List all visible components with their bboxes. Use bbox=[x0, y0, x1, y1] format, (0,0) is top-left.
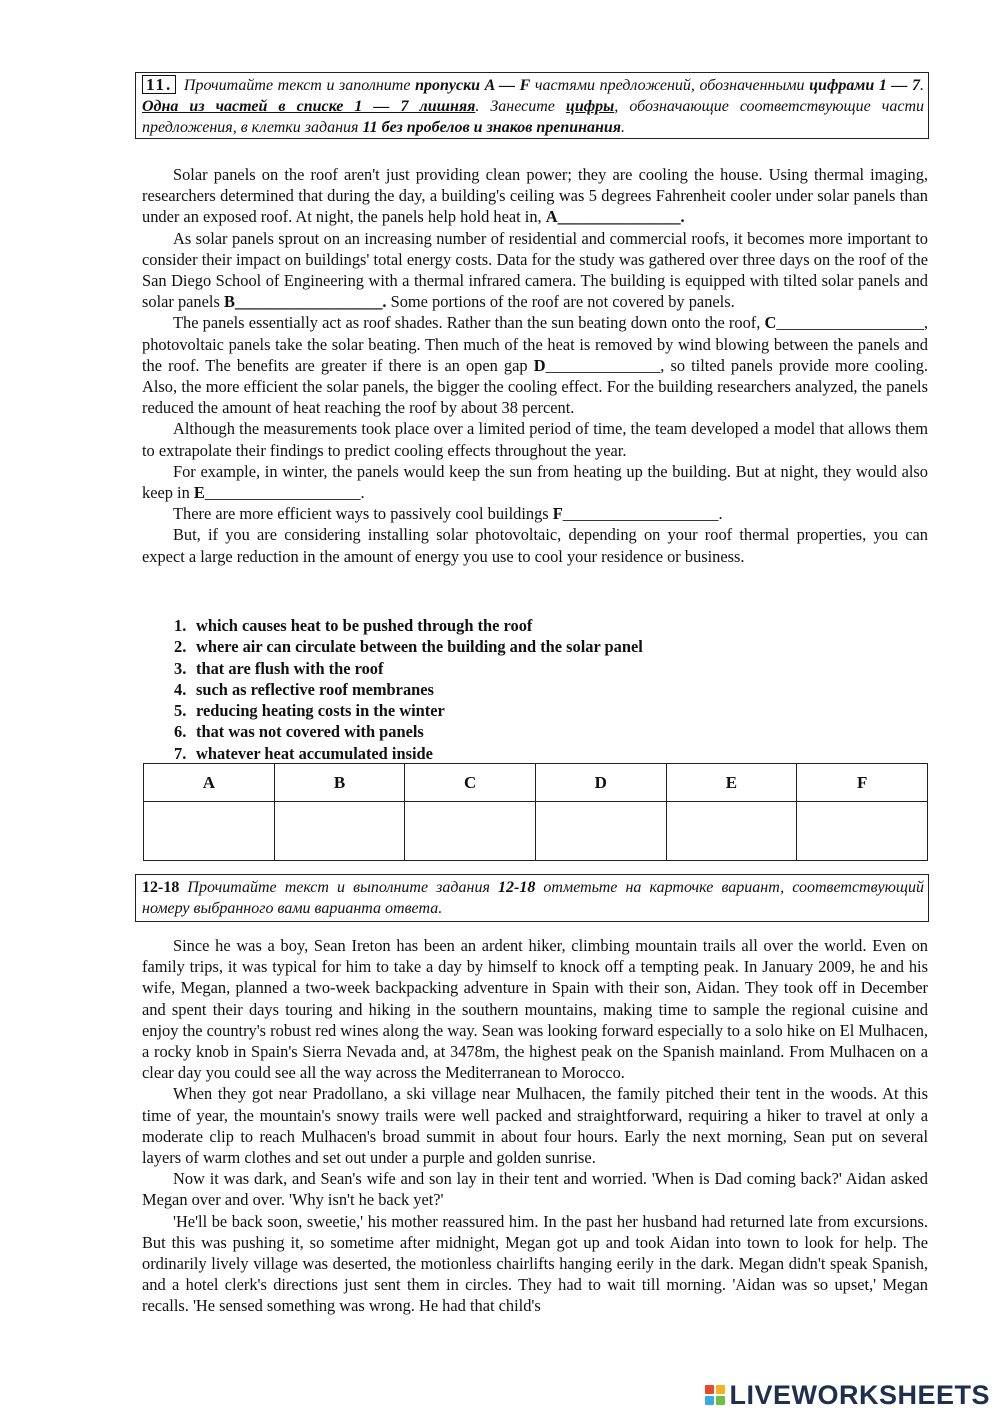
option-item bbox=[174, 700, 643, 721]
text-run: ______________, so tilted panels provide more cooling. Also, the more efficient the solar panels, the bigger the cooling effect. For the building researchers analyzed, the panels reduced the amount of heat reaching the roof by about 38 percent. bbox=[142, 355, 928, 418]
option-item bbox=[174, 721, 643, 742]
paragraph bbox=[142, 461, 928, 503]
paragraph bbox=[142, 164, 928, 228]
option-number: 4. bbox=[174, 679, 187, 699]
gap-marker: B__________________. bbox=[223, 292, 387, 312]
passage-sean-ireton bbox=[142, 935, 928, 1317]
answer-cell-a[interactable] bbox=[144, 802, 275, 861]
answer-cell-f[interactable] bbox=[797, 802, 928, 861]
option-text: that was not covered with panels bbox=[196, 722, 424, 742]
answer-header-a: A bbox=[144, 764, 275, 802]
option-item bbox=[174, 658, 643, 679]
gap-marker: E bbox=[193, 483, 205, 503]
answer-header-b: B bbox=[274, 764, 405, 802]
option-text: such as reflective roof membranes bbox=[196, 679, 434, 699]
text-run: Although the measurements took place over a limited period of time, the team developed a model that allows them to extrapolate their findings to predict cooling effects throughout the year. bbox=[142, 419, 928, 460]
task-12-18-instruction bbox=[142, 877, 924, 919]
task-11-instruction-text bbox=[142, 77, 924, 136]
text-run: __________________, photovoltaic panels take the solar beating. Then much of the heat is removed by wind blowing between the panels and the roof. The benefits are greater if there is an open gap bbox=[142, 313, 928, 375]
passage-solar-panels bbox=[142, 164, 928, 567]
instruction-run: Прочитайте текст и заполните bbox=[179, 77, 416, 94]
option-text: reducing heating costs in the winter bbox=[196, 701, 445, 721]
answer-table-header bbox=[144, 764, 928, 802]
text-run: For example, in winter, the panels would keep the sun from heating up the building. But at night, they would also keep in bbox=[142, 461, 928, 503]
task-11-instruction-box bbox=[135, 72, 929, 139]
option-text: that are flush with the roof bbox=[196, 658, 384, 678]
option-number: 7. bbox=[174, 743, 187, 763]
option-number: 2. bbox=[174, 637, 187, 657]
instruction-run: цифры bbox=[565, 98, 615, 115]
text-run: When they got near Pradollano, a ski village near Mulhacen, the family pitched their tent in the woods. At this time of year, the mountain's snowy trails were well packed and straightforward, requiring a hiker to travel at only a moderate clip to reach Mulhacen's broad summit in about four hours. Early the next morning, Sean put on several layers of warm clothes and set out under a purple and golden sunrise. bbox=[142, 1084, 928, 1168]
paragraph bbox=[142, 418, 928, 460]
answer-header-d: D bbox=[535, 764, 666, 802]
text-run: 'He'll be back soon, sweetie,' his mother reassured him. In the past her husband had returned late from excursions. But this was pushing it, so sometime after midnight, Megan got up and took Aidan into town to look for help. The ordinarily lively village was deserted, the motionless chairlifts hanging eerily in the dark. Megan didn't speak Spanish, and a hotel clerk's directions just sent them in circles. They had to wait till morning. 'Aidan was so upset,' Megan recalls. 'He sensed something was wrong. He had that child's bbox=[142, 1211, 928, 1316]
task-12-18-label: 12-18 bbox=[142, 879, 180, 896]
logo-square-1 bbox=[705, 1385, 714, 1394]
option-text: which causes heat to be pushed through the roof bbox=[196, 616, 533, 635]
instruction-run: . bbox=[920, 77, 925, 94]
answer-cell-e[interactable] bbox=[666, 802, 797, 861]
instruction-run: пропуски A — F bbox=[415, 77, 531, 94]
logo-grid-icon bbox=[705, 1385, 725, 1405]
answer-cell-b[interactable] bbox=[274, 802, 405, 861]
text-run: But, if you are considering installing solar photovoltaic, depending on your roof thermal properties, you can expect a large reduction in the amount of energy you use to cool your residence or business. bbox=[142, 525, 928, 566]
option-number: 1. bbox=[174, 616, 187, 635]
paragraph bbox=[142, 935, 928, 1083]
answer-cell-c[interactable] bbox=[405, 802, 536, 861]
gap-marker: A_______________. bbox=[545, 207, 685, 227]
paragraph bbox=[142, 524, 928, 566]
option-item bbox=[174, 615, 643, 636]
text-run: ___________________. bbox=[204, 483, 365, 503]
answer-table bbox=[143, 763, 928, 861]
option-item bbox=[174, 636, 643, 657]
instruction-run: . bbox=[621, 119, 626, 136]
instruction-run: отметьте на карточке вариант, соответствующий номеру выбранного вами варианта ответа. bbox=[142, 879, 925, 917]
instruction-run: Прочитайте текст и выполните задания bbox=[179, 879, 498, 896]
option-number: 3. bbox=[174, 658, 187, 678]
option-text: whatever heat accumulated inside bbox=[196, 743, 433, 763]
instruction-run: 12-18 bbox=[498, 879, 536, 896]
paragraph bbox=[142, 228, 928, 313]
paragraph bbox=[142, 1168, 928, 1210]
gap-marker: C bbox=[764, 313, 777, 333]
text-run: Some portions of the roof are not covered by panels. bbox=[386, 292, 735, 312]
answer-table-row bbox=[144, 802, 928, 861]
task-12-18-instruction-text bbox=[142, 879, 924, 917]
answer-header-c: C bbox=[405, 764, 536, 802]
option-text: where air can circulate between the building and the solar panel bbox=[196, 637, 643, 657]
answer-cell-d[interactable] bbox=[535, 802, 666, 861]
logo-square-3 bbox=[705, 1396, 714, 1405]
instruction-run: , обозначающие соответствующие части предложения, в клетки задания bbox=[142, 98, 924, 136]
text-run: The panels essentially act as roof shades. Rather than the sun beating down onto the roof, bbox=[173, 313, 765, 333]
option-number: 5. bbox=[174, 701, 187, 721]
logo-square-2 bbox=[716, 1385, 725, 1394]
gap-marker: F bbox=[552, 504, 563, 524]
instruction-run: Одна из частей в списке 1 — 7 лишняя bbox=[142, 98, 476, 115]
liveworksheets-logo[interactable] bbox=[705, 1380, 990, 1410]
option-item bbox=[174, 743, 643, 764]
task-11-number: 11. bbox=[142, 75, 176, 94]
text-run: As solar panels sprout on an increasing number of residential and commercial roofs, it becomes more important to consider their impact on buildings' total energy costs. Data for the study was gathered over three days on the roof of the San Diego School of Engineering with a thermal infrared camera. The building is equipped with tilted solar panels and solar panels bbox=[142, 228, 928, 312]
text-run: Since he was a boy, Sean Ireton has been an ardent hiker, climbing mountain trails all over the world. Even on family trips, it was typical for him to take a day by himself to knock off a tempting peak. In January 2009, he and his wife, Megan, planned a two-week backpacking adventure in Spain with their son, Aidan. They took off in December and spent their days touring and hiking in the southern mountains, making time to sample the regional cuisine and enjoy the country's robust red wines along the way. Sean was looking forward especially to a solo hike on El Mulhacen, a rocky knob in Spain's Sierra Nevada and, at 3478m, the highest peak on the Spanish mainland. From Mulhacen on a clear day you could see all the way across the Mediterranean to Morocco. bbox=[142, 936, 928, 1083]
option-number: 6. bbox=[174, 722, 187, 742]
paragraph bbox=[142, 1211, 928, 1317]
logo-square-4 bbox=[716, 1396, 725, 1405]
text-run: There are more efficient ways to passively cool buildings bbox=[173, 504, 553, 524]
text-run: ___________________. bbox=[562, 504, 723, 524]
logo-text: LIVEWORKSHEETS bbox=[729, 1379, 990, 1410]
answer-header-f: F bbox=[797, 764, 928, 802]
task-11-instruction bbox=[142, 75, 924, 138]
answer-header-e: E bbox=[666, 764, 797, 802]
gap-marker: D bbox=[533, 355, 546, 375]
paragraph bbox=[142, 503, 928, 524]
text-run: Solar panels on the roof aren't just providing clean power; they are cooling the house. Using thermal imaging, researchers determined that during the day, a building's ceiling was 5 degrees Fahrenheit cooler under solar panels than under an exposed roof. At night, the panels help hold heat in, bbox=[142, 165, 928, 227]
paragraph bbox=[142, 312, 928, 418]
instruction-run: частями предложений, обозначенными bbox=[530, 77, 810, 94]
paragraph bbox=[142, 1083, 928, 1168]
text-run: Now it was dark, and Sean's wife and son lay in their tent and worried. 'When is Dad coming back?' Aidan asked Megan over and over. 'Why isn't he back yet?' bbox=[142, 1169, 928, 1210]
instruction-run: цифрами 1 — 7 bbox=[809, 77, 921, 94]
task-12-18-instruction-box bbox=[135, 874, 929, 922]
instruction-run: . Занесите bbox=[475, 98, 566, 115]
instruction-run: 11 без пробелов и знаков препинания bbox=[362, 119, 622, 136]
options-list bbox=[174, 615, 643, 764]
option-item bbox=[174, 679, 643, 700]
